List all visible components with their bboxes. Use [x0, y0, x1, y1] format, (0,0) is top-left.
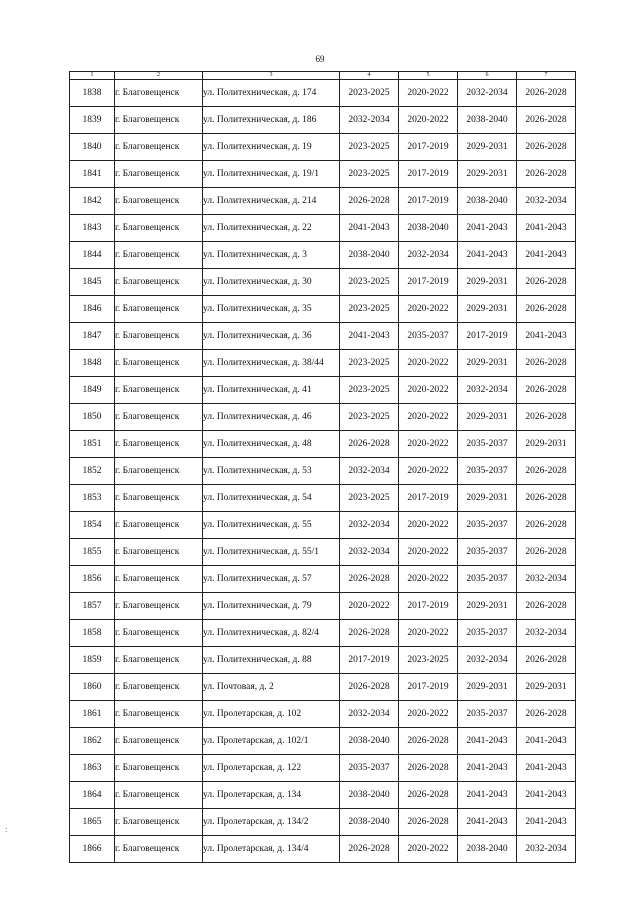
period-cell: 2041-2043 — [517, 809, 576, 836]
address-cell: ул. Политехническая, д. 19 — [203, 134, 340, 161]
period-cell: 2026-2028 — [517, 269, 576, 296]
period-cell: 2020-2022 — [399, 620, 458, 647]
period-cell: 2032-2034 — [340, 107, 399, 134]
row-number-cell: 1866 — [70, 836, 115, 863]
period-cell: 2026-2028 — [517, 296, 576, 323]
row-number-cell: 1855 — [70, 539, 115, 566]
period-cell: 2026-2028 — [517, 458, 576, 485]
table-row — [70, 512, 576, 539]
period-cell: 2038-2040 — [340, 809, 399, 836]
address-cell: ул. Пролетарская, д. 102/1 — [203, 728, 340, 755]
period-cell: 2041-2043 — [517, 242, 576, 269]
period-cell: 2020-2022 — [399, 296, 458, 323]
period-cell: 2041-2043 — [517, 728, 576, 755]
table-row — [70, 674, 576, 701]
column-number-row — [70, 72, 576, 80]
address-cell: ул. Политехническая, д. 214 — [203, 188, 340, 215]
row-number-cell: 1856 — [70, 566, 115, 593]
period-cell: 2035-2037 — [458, 701, 517, 728]
row-number-cell: 1862 — [70, 728, 115, 755]
city-cell: г. Благовещенск — [115, 80, 203, 107]
city-cell: г. Благовещенск — [115, 377, 203, 404]
period-cell: 2029-2031 — [458, 134, 517, 161]
row-number-cell: 1853 — [70, 485, 115, 512]
table-row — [70, 782, 576, 809]
period-cell: 2032-2034 — [340, 458, 399, 485]
period-cell: 2035-2037 — [458, 566, 517, 593]
table-row — [70, 620, 576, 647]
period-cell: 2032-2034 — [340, 512, 399, 539]
period-cell: 2017-2019 — [399, 161, 458, 188]
city-cell: г. Благовещенск — [115, 161, 203, 188]
period-cell: 2023-2025 — [399, 647, 458, 674]
period-cell: 2026-2028 — [517, 134, 576, 161]
city-cell: г. Благовещенск — [115, 620, 203, 647]
address-cell: ул. Пролетарская, д. 134 — [203, 782, 340, 809]
address-cell: ул. Политехническая, д. 53 — [203, 458, 340, 485]
period-cell: 2023-2025 — [340, 404, 399, 431]
city-cell: г. Благовещенск — [115, 836, 203, 863]
period-cell: 2026-2028 — [399, 782, 458, 809]
row-number-cell: 1860 — [70, 674, 115, 701]
row-number-cell: 1857 — [70, 593, 115, 620]
period-cell: 2032-2034 — [458, 647, 517, 674]
period-cell: 2026-2028 — [399, 809, 458, 836]
city-cell: г. Благовещенск — [115, 782, 203, 809]
row-number-cell: 1859 — [70, 647, 115, 674]
period-cell: 2017-2019 — [399, 485, 458, 512]
period-cell: 2020-2022 — [399, 377, 458, 404]
period-cell: 2041-2043 — [340, 215, 399, 242]
table-row — [70, 161, 576, 188]
table-row — [70, 215, 576, 242]
period-cell: 2026-2028 — [517, 539, 576, 566]
period-cell: 2023-2025 — [340, 296, 399, 323]
city-cell: г. Благовещенск — [115, 404, 203, 431]
period-cell: 2023-2025 — [340, 350, 399, 377]
period-cell: 2020-2022 — [399, 431, 458, 458]
table-row — [70, 728, 576, 755]
period-cell: 2035-2037 — [399, 323, 458, 350]
period-cell: 2038-2040 — [458, 107, 517, 134]
city-cell: г. Благовещенск — [115, 674, 203, 701]
address-cell: ул. Политехническая, д. 174 — [203, 80, 340, 107]
table-row — [70, 404, 576, 431]
period-cell: 2020-2022 — [399, 836, 458, 863]
period-cell: 2038-2040 — [458, 836, 517, 863]
city-cell: г. Благовещенск — [115, 215, 203, 242]
period-cell: 2023-2025 — [340, 161, 399, 188]
period-cell: 2023-2025 — [340, 485, 399, 512]
table-row — [70, 296, 576, 323]
period-cell: 2038-2040 — [399, 215, 458, 242]
period-cell: 2032-2034 — [340, 701, 399, 728]
column-header: 6 — [458, 72, 517, 80]
address-cell: ул. Пролетарская, д. 122 — [203, 755, 340, 782]
margin-mark: : — [5, 825, 8, 834]
table-row — [70, 377, 576, 404]
period-cell: 2029-2031 — [458, 161, 517, 188]
table-row — [70, 431, 576, 458]
period-cell: 2017-2019 — [340, 647, 399, 674]
address-cell: ул. Политехническая, д. 82/4 — [203, 620, 340, 647]
row-number-cell: 1850 — [70, 404, 115, 431]
row-number-cell: 1845 — [70, 269, 115, 296]
period-cell: 2026-2028 — [399, 728, 458, 755]
city-cell: г. Благовещенск — [115, 593, 203, 620]
period-cell: 2017-2019 — [458, 323, 517, 350]
column-header: 5 — [399, 72, 458, 80]
address-cell: ул. Политехническая, д. 22 — [203, 215, 340, 242]
period-cell: 2023-2025 — [340, 134, 399, 161]
period-cell: 2032-2034 — [517, 836, 576, 863]
period-cell: 2020-2022 — [399, 701, 458, 728]
address-cell: ул. Политехническая, д. 54 — [203, 485, 340, 512]
table-row — [70, 80, 576, 107]
period-cell: 2032-2034 — [399, 242, 458, 269]
period-cell: 2026-2028 — [517, 485, 576, 512]
period-cell: 2026-2028 — [517, 701, 576, 728]
city-cell: г. Благовещенск — [115, 350, 203, 377]
address-cell: ул. Политехническая, д. 186 — [203, 107, 340, 134]
period-cell: 2020-2022 — [399, 80, 458, 107]
period-cell: 2026-2028 — [517, 107, 576, 134]
period-cell: 2029-2031 — [517, 674, 576, 701]
period-cell: 2020-2022 — [399, 458, 458, 485]
period-cell: 2020-2022 — [399, 350, 458, 377]
period-cell: 2029-2031 — [458, 593, 517, 620]
address-cell: ул. Почтовая, д. 2 — [203, 674, 340, 701]
row-number-cell: 1854 — [70, 512, 115, 539]
period-cell: 2017-2019 — [399, 134, 458, 161]
row-number-cell: 1838 — [70, 80, 115, 107]
city-cell: г. Благовещенск — [115, 566, 203, 593]
city-cell: г. Благовещенск — [115, 269, 203, 296]
period-cell: 2041-2043 — [517, 323, 576, 350]
period-cell: 2041-2043 — [458, 728, 517, 755]
period-cell: 2041-2043 — [458, 809, 517, 836]
period-cell: 2035-2037 — [458, 620, 517, 647]
row-number-cell: 1852 — [70, 458, 115, 485]
column-header: 4 — [340, 72, 399, 80]
period-cell: 2032-2034 — [517, 566, 576, 593]
table-row — [70, 242, 576, 269]
row-number-cell: 1841 — [70, 161, 115, 188]
period-cell: 2032-2034 — [340, 539, 399, 566]
city-cell: г. Благовещенск — [115, 539, 203, 566]
city-cell: г. Благовещенск — [115, 134, 203, 161]
period-cell: 2026-2028 — [340, 836, 399, 863]
table-row — [70, 458, 576, 485]
period-cell: 2017-2019 — [399, 188, 458, 215]
address-cell: ул. Политехническая, д. 55 — [203, 512, 340, 539]
column-header: 2 — [115, 72, 203, 80]
address-cell: ул. Политехническая, д. 30 — [203, 269, 340, 296]
period-cell: 2023-2025 — [340, 377, 399, 404]
address-cell: ул. Политехническая, д. 41 — [203, 377, 340, 404]
table-row — [70, 566, 576, 593]
table-row — [70, 701, 576, 728]
period-cell: 2026-2028 — [517, 647, 576, 674]
city-cell: г. Благовещенск — [115, 296, 203, 323]
period-cell: 2026-2028 — [399, 755, 458, 782]
address-cell: ул. Политехническая, д. 88 — [203, 647, 340, 674]
address-cell: ул. Политехническая, д. 55/1 — [203, 539, 340, 566]
city-cell: г. Благовещенск — [115, 647, 203, 674]
period-cell: 2032-2034 — [517, 188, 576, 215]
period-cell: 2035-2037 — [458, 431, 517, 458]
address-cell: ул. Пролетарская, д. 134/4 — [203, 836, 340, 863]
row-number-cell: 1849 — [70, 377, 115, 404]
period-cell: 2029-2031 — [458, 404, 517, 431]
page-number: 69 — [315, 54, 325, 64]
period-cell: 2026-2028 — [340, 620, 399, 647]
row-number-cell: 1864 — [70, 782, 115, 809]
period-cell: 2026-2028 — [340, 431, 399, 458]
city-cell: г. Благовещенск — [115, 485, 203, 512]
city-cell: г. Благовещенск — [115, 107, 203, 134]
period-cell: 2023-2025 — [340, 80, 399, 107]
city-cell: г. Благовещенск — [115, 242, 203, 269]
table-row — [70, 755, 576, 782]
address-cell: ул. Политехническая, д. 38/44 — [203, 350, 340, 377]
row-number-cell: 1844 — [70, 242, 115, 269]
period-cell: 2035-2037 — [458, 512, 517, 539]
address-cell: ул. Политехническая, д. 57 — [203, 566, 340, 593]
city-cell: г. Благовещенск — [115, 809, 203, 836]
city-cell: г. Благовещенск — [115, 728, 203, 755]
address-cell: ул. Политехническая, д. 3 — [203, 242, 340, 269]
address-cell: ул. Пролетарская, д. 134/2 — [203, 809, 340, 836]
table-row — [70, 809, 576, 836]
row-number-cell: 1865 — [70, 809, 115, 836]
table-row — [70, 350, 576, 377]
address-cell: ул. Политехническая, д. 19/1 — [203, 161, 340, 188]
row-number-cell: 1848 — [70, 350, 115, 377]
period-cell: 2017-2019 — [399, 593, 458, 620]
city-cell: г. Благовещенск — [115, 188, 203, 215]
table-row — [70, 593, 576, 620]
row-number-cell: 1847 — [70, 323, 115, 350]
table-row — [70, 188, 576, 215]
table-body — [70, 80, 576, 863]
period-cell: 2035-2037 — [340, 755, 399, 782]
address-cell: ул. Политехническая, д. 48 — [203, 431, 340, 458]
period-cell: 2041-2043 — [517, 755, 576, 782]
period-cell: 2026-2028 — [517, 404, 576, 431]
period-cell: 2029-2031 — [458, 350, 517, 377]
period-cell: 2026-2028 — [517, 593, 576, 620]
address-cell: ул. Пролетарская, д. 102 — [203, 701, 340, 728]
table-row — [70, 323, 576, 350]
column-header: 1 — [70, 72, 115, 80]
period-cell: 2041-2043 — [458, 755, 517, 782]
row-number-cell: 1858 — [70, 620, 115, 647]
table-row — [70, 485, 576, 512]
period-cell: 2017-2019 — [399, 674, 458, 701]
period-cell: 2041-2043 — [517, 215, 576, 242]
city-cell: г. Благовещенск — [115, 458, 203, 485]
period-cell: 2026-2028 — [517, 80, 576, 107]
table-row — [70, 836, 576, 863]
housing-registry-table — [69, 71, 576, 863]
period-cell: 2026-2028 — [517, 512, 576, 539]
period-cell: 2020-2022 — [399, 539, 458, 566]
row-number-cell: 1851 — [70, 431, 115, 458]
period-cell: 2029-2031 — [458, 674, 517, 701]
period-cell: 2035-2037 — [458, 539, 517, 566]
period-cell: 2026-2028 — [340, 674, 399, 701]
city-cell: г. Благовещенск — [115, 323, 203, 350]
period-cell: 2038-2040 — [458, 188, 517, 215]
row-number-cell: 1846 — [70, 296, 115, 323]
period-cell: 2032-2034 — [458, 80, 517, 107]
period-cell: 2035-2037 — [458, 458, 517, 485]
period-cell: 2032-2034 — [517, 620, 576, 647]
table-row — [70, 269, 576, 296]
row-number-cell: 1839 — [70, 107, 115, 134]
city-cell: г. Благовещенск — [115, 431, 203, 458]
row-number-cell: 1861 — [70, 701, 115, 728]
period-cell: 2026-2028 — [517, 377, 576, 404]
period-cell: 2041-2043 — [458, 215, 517, 242]
period-cell: 2023-2025 — [340, 269, 399, 296]
period-cell: 2041-2043 — [517, 782, 576, 809]
city-cell: г. Благовещенск — [115, 755, 203, 782]
period-cell: 2029-2031 — [458, 485, 517, 512]
period-cell: 2020-2022 — [399, 512, 458, 539]
table-row — [70, 647, 576, 674]
period-cell: 2041-2043 — [458, 782, 517, 809]
period-cell: 2020-2022 — [399, 107, 458, 134]
period-cell: 2041-2043 — [340, 323, 399, 350]
period-cell: 2026-2028 — [340, 188, 399, 215]
table-row — [70, 107, 576, 134]
address-cell: ул. Политехническая, д. 35 — [203, 296, 340, 323]
period-cell: 2026-2028 — [517, 161, 576, 188]
address-cell: ул. Политехническая, д. 79 — [203, 593, 340, 620]
address-cell: ул. Политехническая, д. 46 — [203, 404, 340, 431]
period-cell: 2026-2028 — [340, 566, 399, 593]
period-cell: 2041-2043 — [458, 242, 517, 269]
period-cell: 2026-2028 — [517, 350, 576, 377]
period-cell: 2020-2022 — [399, 404, 458, 431]
period-cell: 2020-2022 — [399, 566, 458, 593]
column-header: 3 — [203, 72, 340, 80]
column-header: 7 — [517, 72, 576, 80]
period-cell: 2020-2022 — [340, 593, 399, 620]
period-cell: 2017-2019 — [399, 269, 458, 296]
period-cell: 2038-2040 — [340, 728, 399, 755]
period-cell: 2029-2031 — [517, 431, 576, 458]
row-number-cell: 1863 — [70, 755, 115, 782]
address-cell: ул. Политехническая, д. 36 — [203, 323, 340, 350]
period-cell: 2029-2031 — [458, 296, 517, 323]
row-number-cell: 1842 — [70, 188, 115, 215]
period-cell: 2038-2040 — [340, 782, 399, 809]
table-row — [70, 134, 576, 161]
period-cell: 2032-2034 — [458, 377, 517, 404]
period-cell: 2029-2031 — [458, 269, 517, 296]
city-cell: г. Благовещенск — [115, 701, 203, 728]
row-number-cell: 1840 — [70, 134, 115, 161]
city-cell: г. Благовещенск — [115, 512, 203, 539]
row-number-cell: 1843 — [70, 215, 115, 242]
period-cell: 2038-2040 — [340, 242, 399, 269]
table-row — [70, 539, 576, 566]
